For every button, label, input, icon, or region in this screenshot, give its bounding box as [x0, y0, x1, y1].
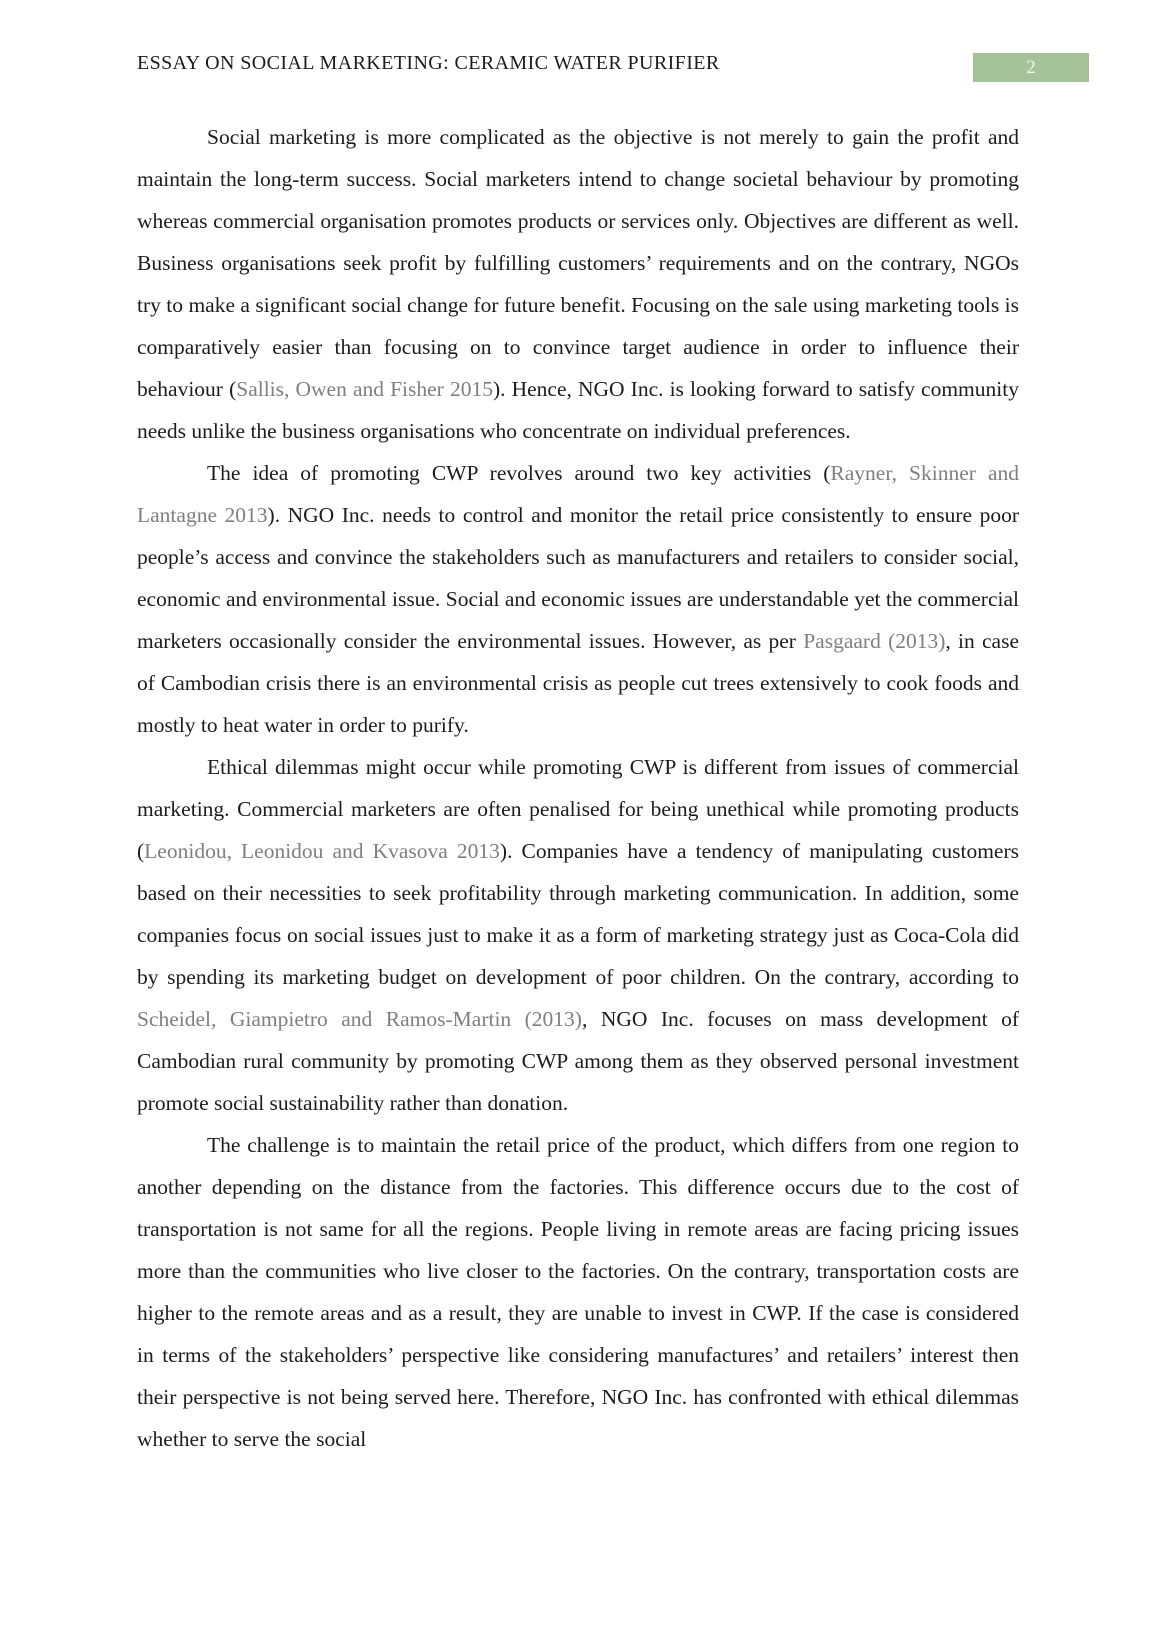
- body-text: Social marketing is more complicated as the objective is not merely to gain the profit and maintain the long-term success. Social marketers intend to change societal behaviour by promoting whereas commercial organisation promotes products or services only. Objectives are different as well. Business organisations seek profit by fulfilling customers’ requirements and on the contrary, NGOs try to make a significant social change for future benefit. Focusing on the sale using marketing tools is comparatively easier than focusing on to convince target audience in order to influence their behaviour (: [137, 125, 1019, 401]
- body-text: , NGO Inc. focuses on mass development of Cambodian rural community by promoting CWP among them as they observed personal investment promote social sustainability rather than donation.: [137, 1007, 1019, 1115]
- paragraph: [137, 746, 1019, 1124]
- body-text: Ethical dilemmas might occur while promoting CWP is different from issues of commercial marketing. Commercial marketers are often penalised for being unethical while promoting products (: [137, 755, 1019, 863]
- citation-text: Scheidel, Giampietro and Ramos-Martin (2013): [137, 1007, 582, 1031]
- citation-text: Rayner, Skinner and Lantagne 2013: [137, 461, 1019, 527]
- document-body: [137, 116, 1019, 1460]
- paragraph: [137, 1124, 1019, 1460]
- page-title: ESSAY ON SOCIAL MARKETING: CERAMIC WATER PURIFIER: [137, 52, 720, 74]
- page-number: 2: [1026, 56, 1036, 78]
- body-text: ). NGO Inc. needs to control and monitor the retail price consistently to ensure poor people’s access and convince the stakeholders such as manufacturers and retailers to consider social, economic and environmental issue. Social and economic issues are understandable yet the commercial marketers occasionally consider the environmental issues. However, as per: [137, 503, 1019, 653]
- citation-text: Leonidou, Leonidou and Kvasova 2013: [144, 839, 500, 863]
- body-text: ). Companies have a tendency of manipulating customers based on their necessities to seek profitability through marketing communication. In addition, some companies focus on social issues just to make it as a form of marketing strategy just as Coca-Cola did by spending its marketing budget on development of poor children. On the contrary, according to: [137, 839, 1019, 989]
- citation-text: Sallis, Owen and Fisher 2015: [236, 377, 493, 401]
- body-text: , in case of Cambodian crisis there is an environmental crisis as people cut trees extensively to cook foods and mostly to heat water in order to purify.: [137, 629, 1020, 737]
- body-text: ). Hence, NGO Inc. is looking forward to satisfy community needs unlike the business organisations who concentrate on individual preferences.: [137, 377, 1019, 443]
- body-text: The idea of promoting CWP revolves around two key activities (: [207, 461, 831, 485]
- paragraph: [137, 452, 1019, 746]
- citation-text: Pasgaard (2013): [803, 629, 946, 653]
- body-text: The challenge is to maintain the retail price of the product, which differs from one region to another depending on the distance from the factories. This difference occurs due to the cost of transportation is not same for all the regions. People living in remote areas are facing pricing issues more than the communities who live closer to the factories. On the contrary, transportation costs are higher to the remote areas and as a result, they are unable to invest in CWP. If the case is considered in terms of the stakeholders’ perspective like considering manufactures’ and retailers’ interest then their perspective is not being served here. Therefore, NGO Inc. has confronted with ethical dilemmas whether to serve the social: [137, 1133, 1019, 1451]
- paragraph: [137, 116, 1019, 452]
- page-number-badge: [973, 53, 1089, 82]
